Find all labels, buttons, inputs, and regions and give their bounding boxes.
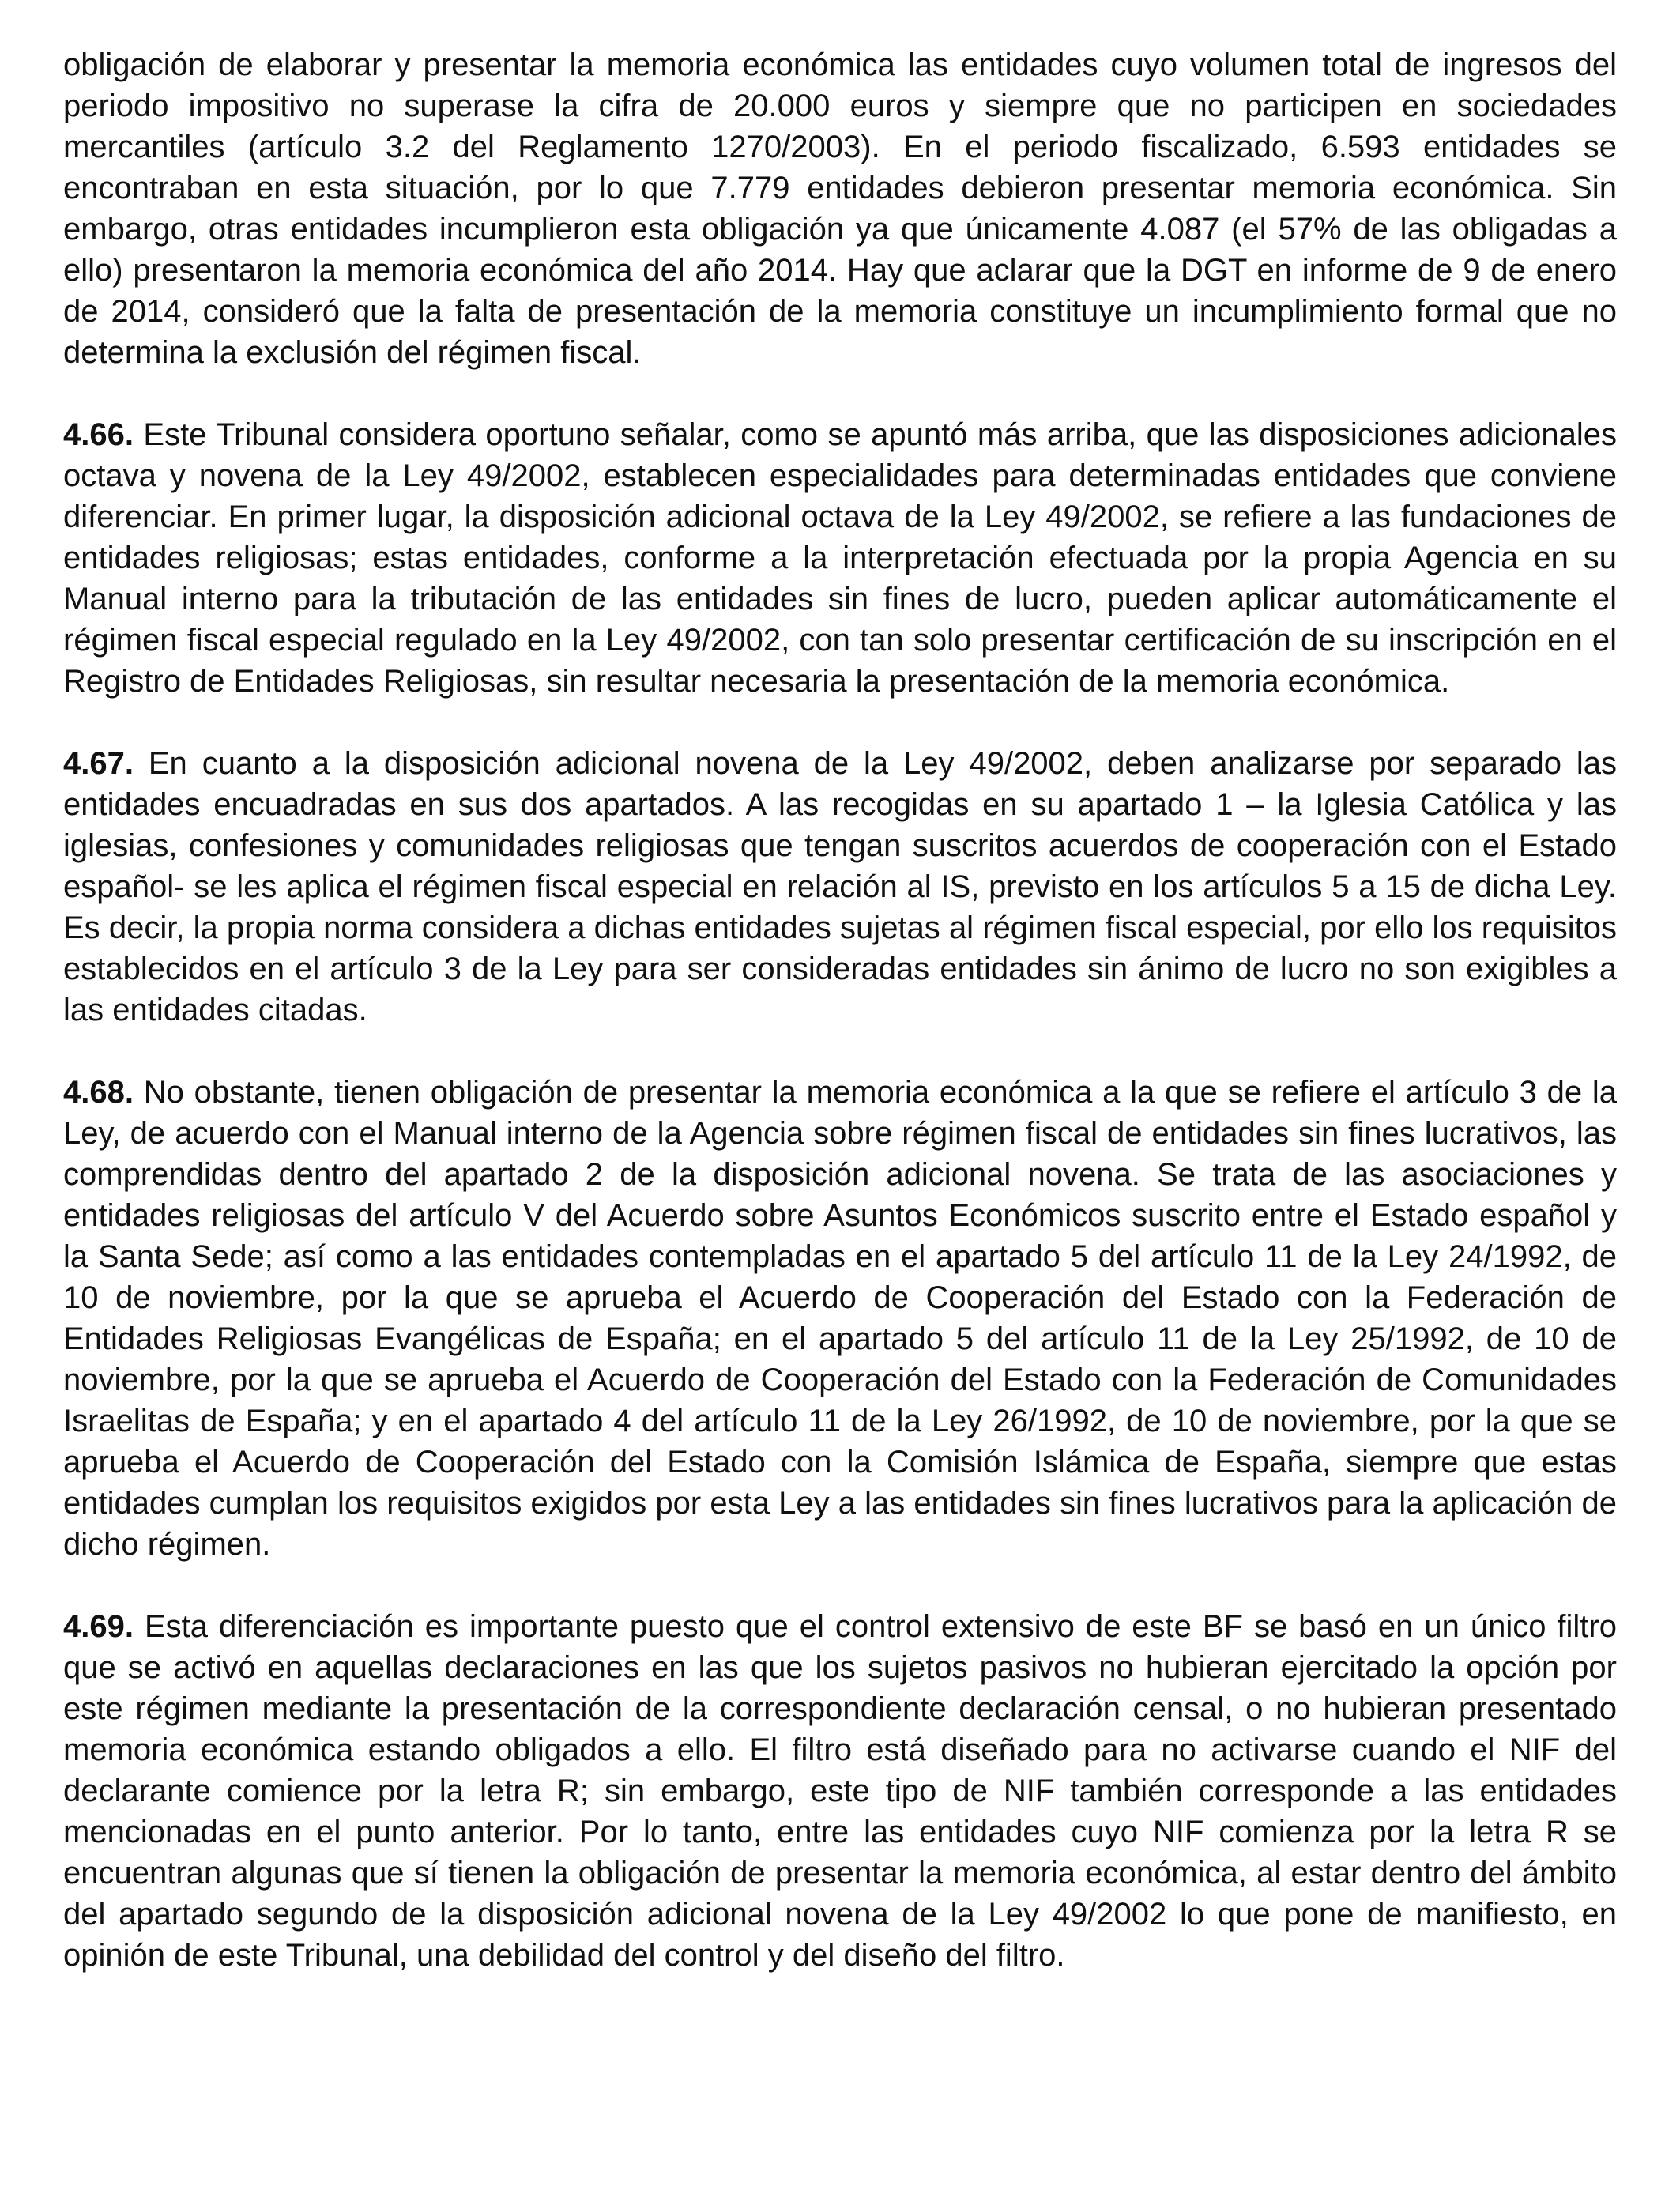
paragraph-number: 4.68. [63, 1075, 134, 1110]
paragraph-text: Esta diferenciación es importante puesto que el control extensivo de este BF se basó en un único filtro que se activó en aquellas declaraciones en las que los sujetos pasivos no hubieran ejercitado la opción por este régimen mediante la presentación de la correspondiente declaración censal, o no hubieran presentado memoria económica estando obligados a ello. El filtro está diseñado para no activarse cuando el NIF del declarante comience por la letra R; sin embargo, este tipo de NIF también corresponde a las entidades mencionadas en el punto anterior. Por lo tanto, entre las entidades cuyo NIF comienza por la letra R se encuentran algunas que sí tienen la obligación de presentar la memoria económica, al estar dentro del ámbito del apartado segundo de la disposición adicional novena de la Ley 49/2002 lo que pone de manifiesto, en opinión de este Tribunal, una debilidad del control y del diseño del filtro. [63, 1609, 1617, 1973]
document-page [63, 44, 1617, 1976]
paragraph-4-69 [63, 1606, 1617, 1976]
paragraph-continued [63, 44, 1617, 373]
paragraph-text: obligación de elaborar y presentar la memoria económica las entidades cuyo volumen total de ingresos del periodo impositivo no superase la cifra de 20.000 euros y siempre que no participen en sociedades mercantiles (artículo 3.2 del Reglamento 1270/2003). En el periodo fiscalizado, 6.593 entidades se encontraban en esta situación, por lo que 7.779 entidades debieron presentar memoria económica. Sin embargo, otras entidades incumplieron esta obligación ya que únicamente 4.087 (el 57% de las obligadas a ello) presentaron la memoria económica del año 2014. Hay que aclarar que la DGT en informe de 9 de enero de 2014, consideró que la falta de presentación de la memoria constituye un incumplimiento formal que no determina la exclusión del régimen fiscal. [63, 47, 1617, 370]
paragraph-number: 4.69. [63, 1609, 134, 1644]
paragraph-text: En cuanto a la disposición adicional novena de la Ley 49/2002, deben analizarse por separado las entidades encuadradas en sus dos apartados. A las recogidas en su apartado 1 – la Iglesia Católica y las iglesias, confesiones y comunidades religiosas que tengan suscritos acuerdos de cooperación con el Estado español- se les aplica el régimen fiscal especial en relación al IS, previsto en los artículos 5 a 15 de dicha Ley. Es decir, la propia norma considera a dichas entidades sujetas al régimen fiscal especial, por ello los requisitos establecidos en el artículo 3 de la Ley para ser consideradas entidades sin ánimo de lucro no son exigibles a las entidades citadas. [63, 746, 1617, 1027]
paragraph-text: Este Tribunal considera oportuno señalar, como se apuntó más arriba, que las disposiciones adicionales octava y novena de la Ley 49/2002, establecen especialidades para determinadas entidades que conviene diferenciar. En primer lugar, la disposición adicional octava de la Ley 49/2002, se refiere a las fundaciones de entidades religiosas; estas entidades, conforme a la interpretación efectuada por la propia Agencia en su Manual interno para la tributación de las entidades sin fines de lucro, pueden aplicar automáticamente el régimen fiscal especial regulado en la Ley 49/2002, con tan solo presentar certificación de su inscripción en el Registro de Entidades Religiosas, sin resultar necesaria la presentación de la memoria económica. [63, 417, 1617, 699]
paragraph-4-66 [63, 414, 1617, 702]
paragraph-number: 4.67. [63, 746, 134, 781]
paragraph-number: 4.66. [63, 417, 134, 452]
paragraph-text: No obstante, tienen obligación de presentar la memoria económica a la que se refiere el artículo 3 de la Ley, de acuerdo con el Manual interno de la Agencia sobre régimen fiscal de entidades sin fines lucrativos, las comprendidas dentro del apartado 2 de la disposición adicional novena. Se trata de las asociaciones y entidades religiosas del artículo V del Acuerdo sobre Asuntos Económicos suscrito entre el Estado español y la Santa Sede; así como a las entidades contempladas en el apartado 5 del artículo 11 de la Ley 24/1992, de 10 de noviembre, por la que se aprueba el Acuerdo de Cooperación del Estado con la Federación de Entidades Religiosas Evangélicas de España; en el apartado 5 del artículo 11 de la Ley 25/1992, de 10 de noviembre, por la que se aprueba el Acuerdo de Cooperación del Estado con la Federación de Comunidades Israelitas de España; y en el apartado 4 del artículo 11 de la Ley 26/1992, de 10 de noviembre, por la que se aprueba el Acuerdo de Cooperación del Estado con la Comisión Islámica de España, siempre que estas entidades cumplan los requisitos exigidos por esta Ley a las entidades sin fines lucrativos para la aplicación de dicho régimen. [63, 1075, 1617, 1562]
paragraph-4-68 [63, 1072, 1617, 1565]
paragraph-4-67 [63, 743, 1617, 1031]
